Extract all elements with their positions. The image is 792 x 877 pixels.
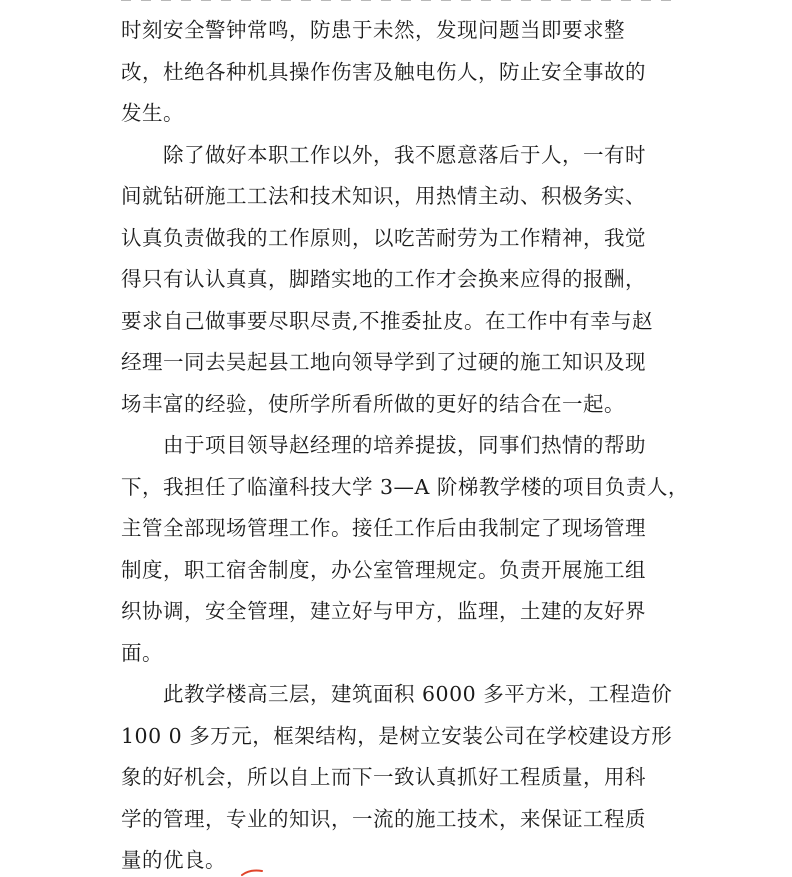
text-line: 下，我担任了临潼科技大学 3—A 阶梯教学楼的项目负责人，	[121, 475, 689, 499]
paragraph-start-line: 由于项目领导赵经理的培养提拔，同事们热情的帮助	[121, 433, 646, 457]
text-line: 学的管理，专业的知识，一流的施工技术，来保证工程质	[121, 807, 646, 831]
text-line: 织协调，安全管理，建立好与甲方，监理，土建的友好界	[121, 599, 646, 623]
text-line: 100 0 多万元，框架结构，是树立安装公司在学校建设方形	[121, 724, 673, 748]
paragraph-start-line: 除了做好本职工作以外，我不愿意落后于人，一有时	[121, 143, 646, 167]
text-line: 发生。	[121, 101, 184, 125]
text-line: 改，杜绝各种机具操作伤害及触电伤人，防止安全事故的	[121, 60, 646, 84]
text-line: 场丰富的经验，使所学所看所做的更好的结合在一起。	[121, 392, 625, 416]
text-line: 面。	[121, 641, 163, 665]
text-line: 时刻安全警钟常鸣，防患于未然，发现问题当即要求整	[121, 18, 625, 42]
text-line: 主管全部现场管理工作。接任工作后由我制定了现场管理	[121, 516, 646, 540]
text-line: 制度，职工宿舍制度，办公室管理规定。负责开展施工组	[121, 558, 646, 582]
text-line: 认真负责做我的工作原则，以吃苦耐劳为工作精神，我觉	[121, 226, 646, 250]
paragraph-start-line: 此教学楼高三层，建筑面积 6000 多平方米，工程造价	[121, 682, 673, 706]
text-line: 要求自己做事要尽职尽责,不推委扯皮。在工作中有幸与赵	[121, 309, 654, 333]
text-line: 间就钻研施工工法和技术知识，用热情主动、积极务实、	[121, 184, 646, 208]
text-line: 象的好机会，所以自上而下一致认真抓好工程质量，用科	[121, 765, 646, 789]
pen-mark-icon	[240, 868, 264, 877]
text-line: 量的优良。	[121, 848, 226, 872]
cropped-text-fragment	[121, 0, 681, 1]
text-line: 经理一同去吴起县工地向领导学到了过硬的施工知识及现	[121, 350, 646, 374]
text-line: 得只有认认真真，脚踏实地的工作才会换来应得的报酬，	[121, 267, 646, 291]
